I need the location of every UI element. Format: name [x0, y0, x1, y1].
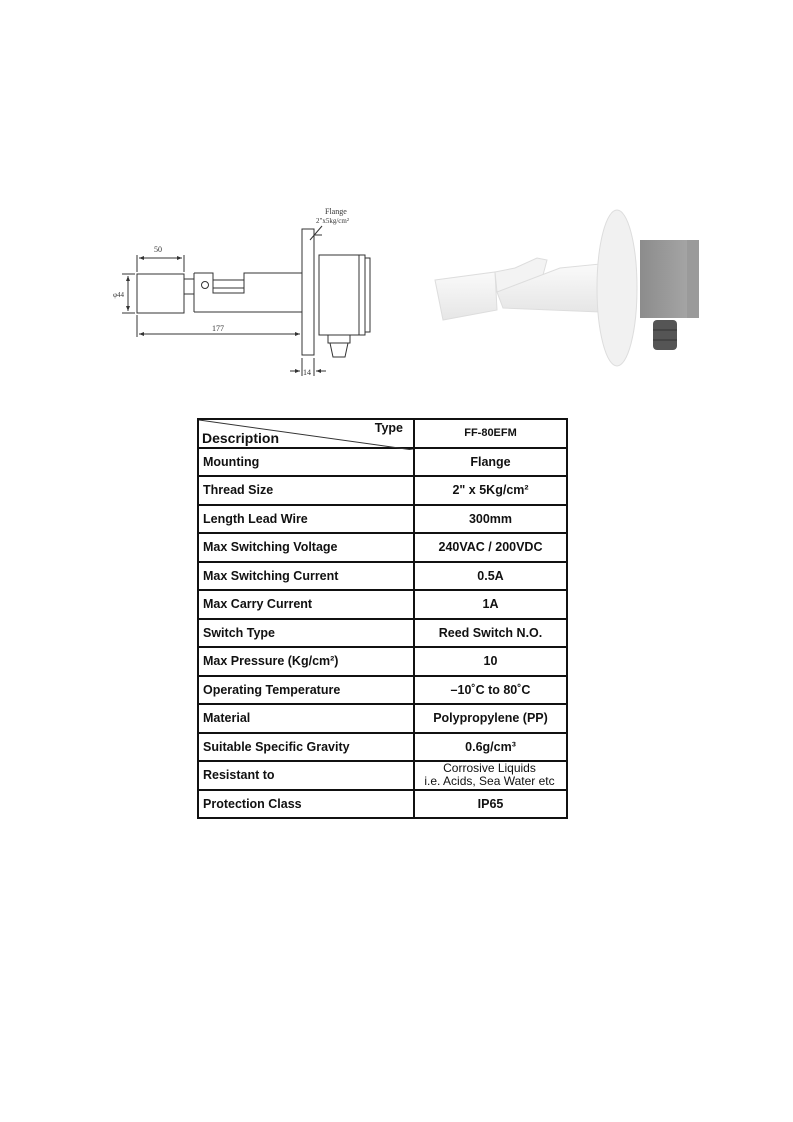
- row-value: 0.6g/cm³: [414, 733, 567, 762]
- table-header-row: [198, 419, 567, 448]
- row-label: Max Switching Voltage: [198, 533, 414, 562]
- row-value: Polypropylene (PP): [414, 704, 567, 733]
- row-label: Mounting: [198, 448, 414, 477]
- technical-drawing: [112, 200, 382, 380]
- header-type-label: Type: [374, 421, 403, 435]
- table-row: [198, 562, 567, 591]
- row-value-line-1: Corrosive Liquids: [443, 761, 536, 776]
- dim-flange-thickness: 14: [303, 368, 311, 377]
- row-value: [414, 761, 567, 790]
- row-label: Material: [198, 704, 414, 733]
- row-value: 300mm: [414, 505, 567, 534]
- header-description-label: Description: [202, 429, 280, 446]
- flange-label: Flange: [325, 207, 347, 216]
- product-photo: [425, 200, 715, 370]
- row-label: Thread Size: [198, 476, 414, 505]
- table-row: [198, 761, 567, 790]
- table-row: [198, 647, 567, 676]
- table-row: [198, 533, 567, 562]
- row-value: Flange: [414, 448, 567, 477]
- row-value: 2" x 5Kg/cm²: [414, 476, 567, 505]
- row-value: IP65: [414, 790, 567, 819]
- row-label: Operating Temperature: [198, 676, 414, 705]
- row-value-line-2: i.e. Acids, Sea Water etc: [424, 774, 555, 789]
- dim-diameter: φ44: [113, 291, 125, 299]
- dim-total-length: 177: [212, 324, 224, 333]
- table-row: [198, 476, 567, 505]
- row-label: Resistant to: [198, 761, 414, 790]
- row-label: Max Carry Current: [198, 590, 414, 619]
- row-label: Max Switching Current: [198, 562, 414, 591]
- table-row: [198, 676, 567, 705]
- row-value: 10: [414, 647, 567, 676]
- row-value: 1A: [414, 590, 567, 619]
- table-row: [198, 619, 567, 648]
- row-label: Length Lead Wire: [198, 505, 414, 534]
- table-row: [198, 590, 567, 619]
- row-label: Protection Class: [198, 790, 414, 819]
- header-diagonal-cell: [198, 419, 414, 448]
- specification-table: [197, 418, 568, 819]
- row-label: Max Pressure (Kg/cm²): [198, 647, 414, 676]
- table-row: [198, 448, 567, 477]
- row-value: Reed Switch N.O.: [414, 619, 567, 648]
- row-label: Suitable Specific Gravity: [198, 733, 414, 762]
- table-row: [198, 790, 567, 819]
- table-row: [198, 505, 567, 534]
- dim-float-length: 50: [154, 245, 162, 254]
- row-value: 0.5A: [414, 562, 567, 591]
- table-row: [198, 733, 567, 762]
- flange-spec-label: 2"x5kg/cm²: [316, 217, 349, 225]
- header-model: FF-80EFM: [414, 419, 567, 448]
- table-row: [198, 704, 567, 733]
- row-value: 240VAC / 200VDC: [414, 533, 567, 562]
- row-label: Switch Type: [198, 619, 414, 648]
- row-value: –10˚C to 80˚C: [414, 676, 567, 705]
